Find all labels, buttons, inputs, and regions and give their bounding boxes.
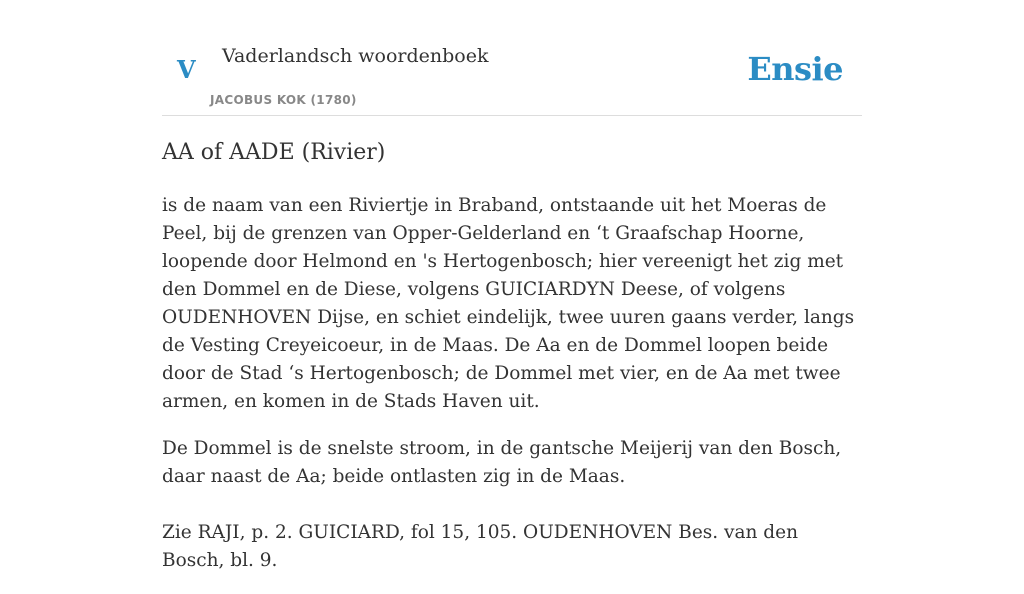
entry-content — [162, 192, 862, 594]
entry-paragraph: is de naam van een Riviertje in Braband, ontstaande uit het Moeras de Peel, bij de grenzen van Opper-Gelderland en ‘t Graafschap Hoorne, loopende door Helmond en 's Hertogenbosch; hier vereenigt het zig met den Dommel en de Diese, volgens GUICIARDYN Deese, of volgens OUDENHOVEN Dijse, en schiet eindelijk, twee uuren gaans verder, langs de Vesting Creyeicoeur, in de Maas. De Aa en de Dommel loopen beide door de Stad ‘s Hertogenbosch; de Dommel met vier, en de Aa met twee armen, en komen in de Stads Haven uit. — [162, 195, 855, 412]
ensie-logo-link[interactable]: Ensie — [747, 50, 843, 88]
header — [162, 0, 862, 116]
entry-reference: Zie RAJI, p. 2. GUICIARD, fol 15, 105. OUDENHOVEN Bes. van den Bosch, bl. 9. — [162, 522, 799, 571]
book-letter-icon[interactable]: V — [177, 55, 196, 84]
entry-title: AA of AADE (Rivier) — [162, 140, 386, 165]
book-author: JACOBUS KOK (1780) — [210, 93, 357, 107]
page — [162, 0, 862, 571]
book-title-link[interactable]: Vaderlandsch woordenboek — [222, 45, 489, 67]
entry-paragraph: De Dommel is de snelste stroom, in de gantsche Meijerij van den Bosch, daar naast de Aa; beide ontlasten zig in de Maas. — [162, 438, 842, 487]
